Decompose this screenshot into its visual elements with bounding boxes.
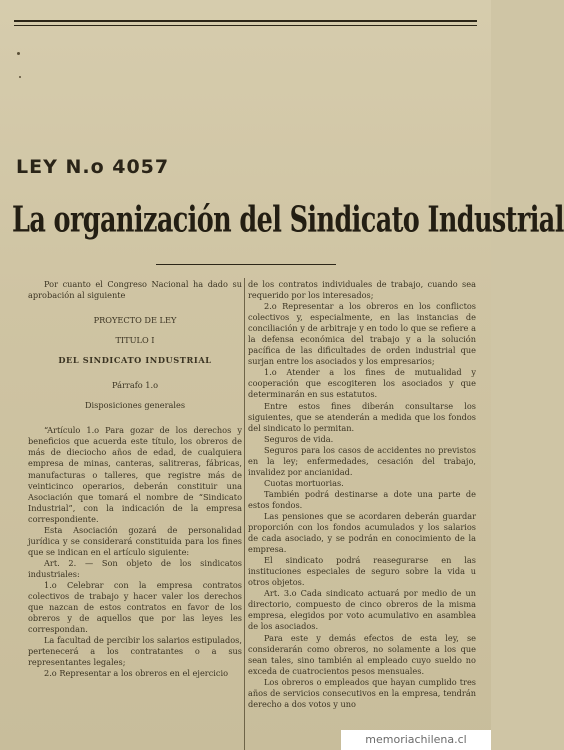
top-rule-thin: [14, 25, 477, 26]
paragraph: También podrá destinarse a dote una parte de estos fondos.: [248, 488, 476, 510]
paragraph: Esta Asociación gozará de personalidad jurídica y se considerará constituida para los fines que se indican en el artículo siguiente:: [28, 524, 242, 557]
paragraph: Párrafo 1.o: [111, 380, 159, 391]
ink-speck: [17, 52, 20, 55]
paragraph: 1.o Celebrar con la empresa contratos colectivos de trabajo y hacer valer los derechos que nazcan de estos contratos en favor de los obreros y de aquellos que por las leyes les correspondan.: [28, 579, 242, 635]
paragraph: Seguros de vida.: [264, 433, 334, 444]
paragraph: Los obreros o empleados que hayan cumplido tres años de servicios consecutivos en la empresa, tendrán derecho a dos votos y uno: [248, 676, 476, 709]
paragraph: “Artículo 1.o Para gozar de los derechos y beneficios que acuerda este título, los obreros de más de dieciocho años de edad, de cualquiera empresa de minas, canteras, salitreras, fábricas, manufacturas o talleres, que registre más de veinticinco operarios, deberán constituir una Asociación que tomará el nombre de “Sindicato Industrial”, con la indicación de la empresa correspondiente.: [28, 425, 242, 524]
paragraph: Para este y demás efectos de esta ley, se considerarán como obreros, no solamente a los que sean tales, sino también al empleado cuyo sueldo no exceda de cuatrocientos pesos mensuales.: [248, 632, 476, 676]
paragraph: La facultad de percibir los salarios estipulados, pertenecerá a los contratantes o a sus representantes legales;: [28, 635, 242, 668]
paragraph: Art. 3.o Cada sindicato actuará por medio de un directorio, compuesto de cinco obreros de la misma empresa, elegidos por voto acumulativo en asamblea de los asociados.: [248, 588, 476, 632]
paragraph: 2.o Representar a los obreros en el ejercicio: [44, 668, 229, 679]
column-divider: [244, 278, 245, 750]
paragraph: TITULO I: [115, 335, 155, 346]
top-rule-thick: [14, 20, 477, 22]
paragraph: 1.o Atender a los fines de mutualidad y cooperación que escogiteren los asociados y que determinarán en sus estatutos.: [248, 367, 476, 400]
paragraph: PROYECTO DE LEY: [93, 315, 177, 326]
paragraph: Art. 2. — Son objeto de los sindicatos industriales:: [28, 557, 242, 579]
paragraph: de los contratos individuales de trabajo, cuando sea requerido por los interesados;: [248, 279, 476, 301]
law-number: LEY N.o 4057: [16, 156, 170, 178]
ink-speck: [19, 76, 21, 78]
paragraph: Por cuanto el Congreso Nacional ha dado su aprobación al siguiente: [28, 279, 242, 301]
source-watermark: memoriachilena.cl: [341, 730, 491, 750]
title-underline: [156, 264, 336, 265]
paragraph: Entre estos fines diberán consultarse los siguientes, que se atenderán a medida que los fondos del sindicato lo permitan.: [248, 400, 476, 433]
paragraph: 2.o Representar a los obreros en los conflictos colectivos y, especialmente, en las instancias de conciliación y de arbitraje y en todo lo que se refiere a la defensa económica del trabajo y a la solución pacífica de las dificultades de orden industrial que surjan entre los asociados y los empresarios;: [248, 301, 476, 367]
paragraph: Disposiciones generales: [84, 400, 186, 411]
paragraph: Seguros para los casos de accidentes no previstos en la ley; enfermedades, cesación del trabajo, invalidez por ancianidad.: [248, 444, 476, 477]
paragraph: Las pensiones que se acordaren deberán guardar proporción con los fondos acumulados y los salarios de cada asociado, y se podrán en conocimiento de la empresa.: [248, 510, 476, 555]
article-column-right: [248, 279, 476, 710]
article-column-left: [28, 279, 242, 679]
section-heading: DEL SINDICATO INDUSTRIAL: [58, 355, 212, 366]
paragraph: Cuotas mortuorias.: [264, 477, 344, 488]
paragraph: El sindicato podrá reasegurarse en las instituciones especiales de seguro sobre la vida u otros objetos.: [248, 555, 476, 588]
page-title: La organización del Sindicato Industrial: [12, 200, 564, 242]
